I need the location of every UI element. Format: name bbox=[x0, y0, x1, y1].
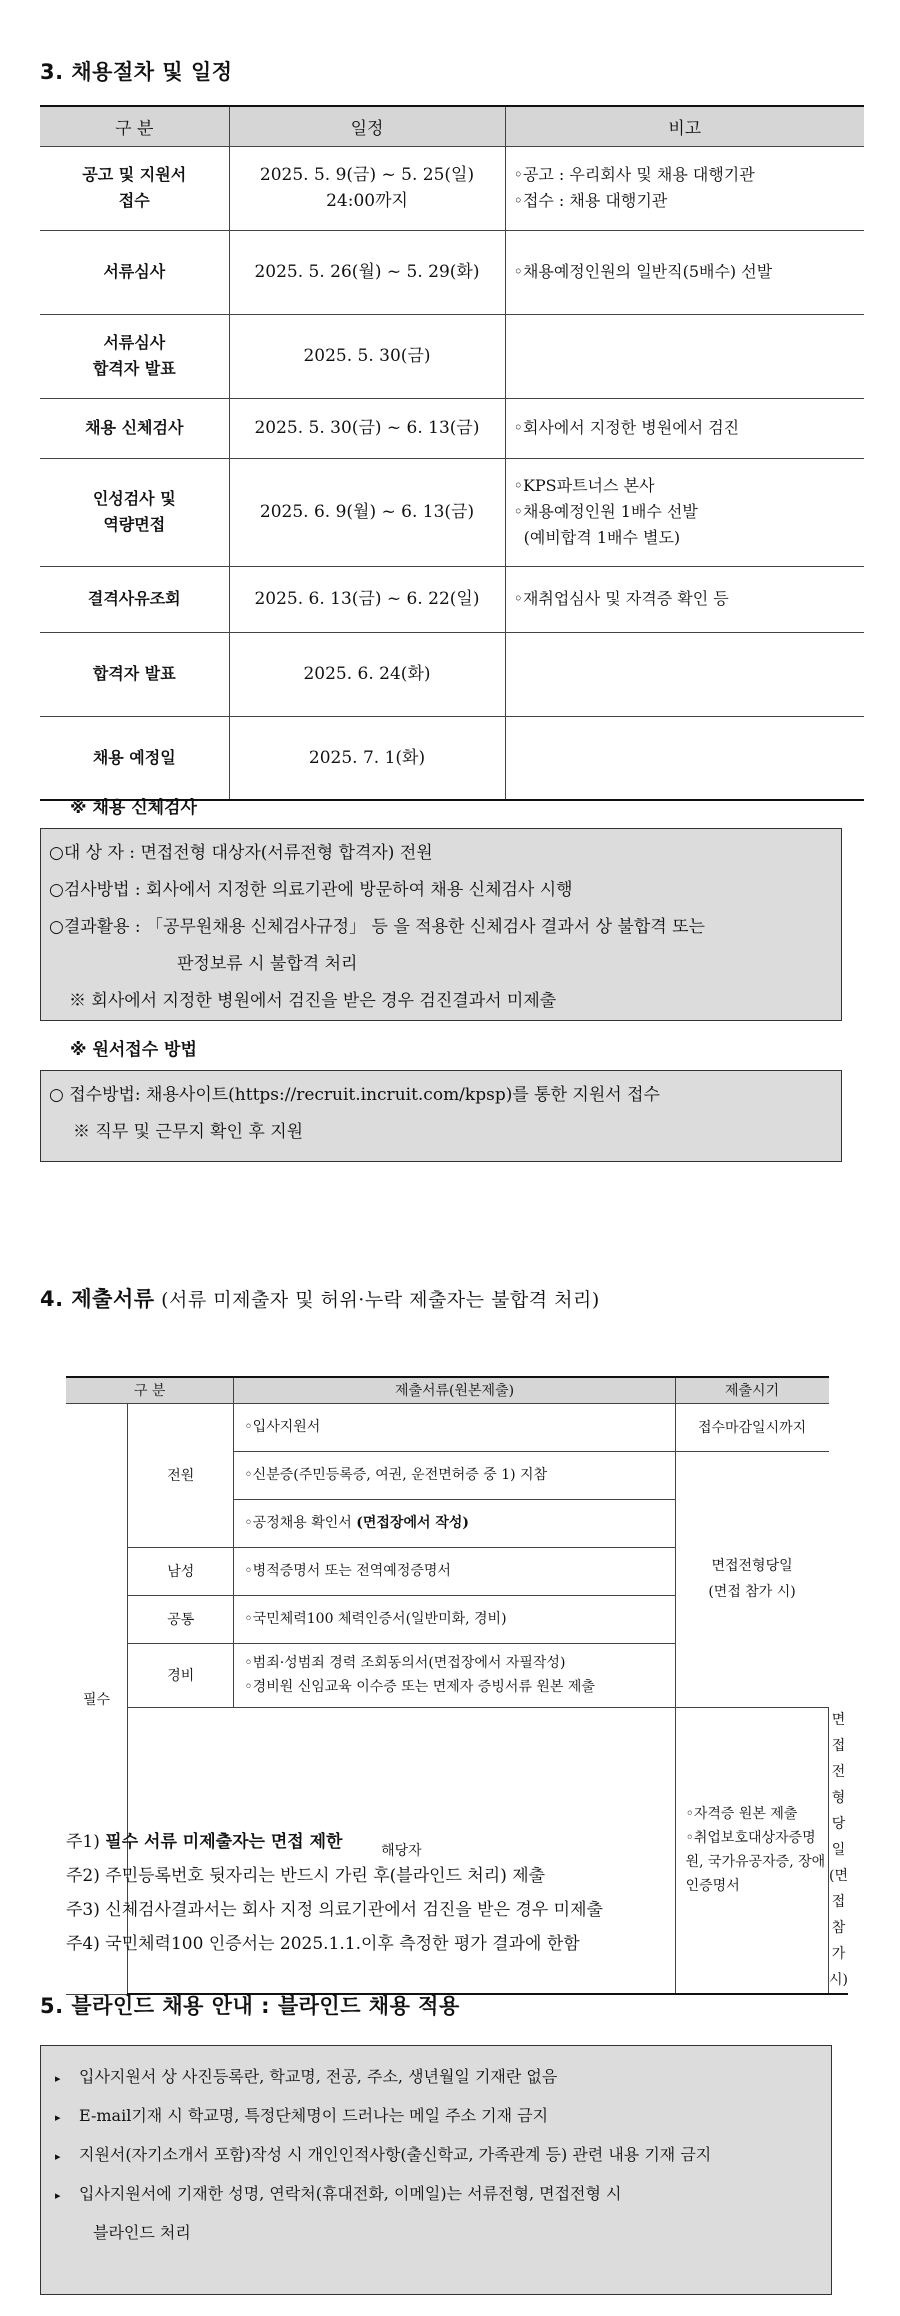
schedule-note-cell bbox=[505, 230, 864, 314]
schedule-date-cell bbox=[229, 398, 505, 458]
schedule-label-line: 공고 및 지원서 bbox=[82, 165, 187, 184]
section-5-title: 5. 블라인드 채용 안내 : 블라인드 채용 적용 bbox=[40, 1994, 460, 2018]
schedule-label-cell bbox=[40, 632, 229, 716]
schedule-note-line: ◦채용예정인원의 일반직(5배수) 선발 bbox=[513, 262, 773, 281]
bullet-icon: ▸ bbox=[55, 2150, 61, 2163]
doc-application: ◦입사지원서 bbox=[234, 1403, 675, 1451]
doc-applicable bbox=[675, 1707, 828, 1994]
schedule-row bbox=[40, 314, 864, 398]
blind-item bbox=[55, 2058, 831, 2097]
schedule-table bbox=[40, 105, 864, 801]
note-3: 주3) 신체검사결과서는 회사 지정 의료기관에서 검진을 받은 경우 미제출 bbox=[66, 1900, 603, 1920]
schedule-label-cell bbox=[40, 458, 229, 566]
blind-item-text: E-mail기재 시 학교명, 특정단체명이 드러나는 메일 주소 기재 금지 bbox=[79, 2106, 549, 2125]
doc-fitness: ◦국민체력100 체력인증서(일반미화, 경비) bbox=[234, 1595, 675, 1643]
blind-item bbox=[55, 2097, 831, 2136]
schedule-date-cell bbox=[229, 716, 505, 800]
documents-header-row bbox=[66, 1377, 848, 1403]
sub-male: 남성 bbox=[128, 1547, 234, 1595]
blind-item-text: 입사지원서 상 사진등록란, 학교명, 전공, 주소, 생년월일 기재란 없음 bbox=[79, 2067, 558, 2086]
health-check-title: ※ 채용 신체검사 bbox=[70, 798, 197, 818]
schedule-label-line: 인성검사 및 bbox=[92, 489, 176, 508]
bullet-icon: ▸ bbox=[55, 2189, 61, 2202]
application-method-box bbox=[40, 1070, 842, 1162]
schedule-label-line: 결격사유조회 bbox=[87, 589, 181, 608]
health-line-usage: ○결과활용 : 「공무원채용 신체검사규정」 등 을 적용한 신체검사 결과서 상 불합격 또는 bbox=[49, 917, 705, 937]
note-1 bbox=[66, 1825, 603, 1859]
header-category: 구 분 bbox=[40, 106, 229, 146]
schedule-note-cell bbox=[505, 458, 864, 566]
schedule-label-line: 합격자 발표 bbox=[92, 359, 176, 378]
schedule-note-line: ◦KPS파트너스 본사 bbox=[513, 476, 655, 495]
timing-interview bbox=[675, 1451, 828, 1707]
apply-line-method: ○ 접수방법: 채용사이트(https://recruit.incruit.com/kpsp)를 통한 지원서 접수 bbox=[49, 1085, 660, 1105]
schedule-label-cell bbox=[40, 314, 229, 398]
schedule-label-cell bbox=[40, 566, 229, 632]
schedule-date-cell bbox=[229, 632, 505, 716]
doc-id: ◦신분증(주민등록증, 여권, 운전면허증 중 1) 지참 bbox=[234, 1451, 675, 1499]
documents-notes bbox=[66, 1825, 603, 1961]
schedule-label-cell bbox=[40, 716, 229, 800]
doc-fairness-text: ◦공정채용 확인서 bbox=[244, 1515, 357, 1531]
section-4-subtitle: (서류 미제출자 및 허위·누락 제출자는 불합격 처리) bbox=[154, 1289, 600, 1311]
bullet-icon: ▸ bbox=[55, 2072, 61, 2085]
schedule-row bbox=[40, 716, 864, 800]
schedule-date-line: 2025. 5. 30(금) ~ 6. 13(금) bbox=[254, 418, 480, 438]
schedule-note-cell bbox=[505, 398, 864, 458]
schedule-label-line: 채용 신체검사 bbox=[85, 418, 184, 437]
doc-military: ◦병적증명서 또는 전역예정증명서 bbox=[234, 1547, 675, 1595]
timing-interview-cond-2: (면접 참가 시) bbox=[829, 1868, 848, 1988]
doc-guard bbox=[234, 1643, 675, 1707]
blind-item-text: 지원서(자기소개서 포함)작성 시 개인인적사항(출신학교, 가족관계 등) 관련 내용 기재 금지 bbox=[79, 2145, 712, 2164]
schedule-row bbox=[40, 146, 864, 230]
header-remark: 비고 bbox=[505, 106, 864, 146]
timing-interview-cond: (면접 참가 시) bbox=[708, 1584, 796, 1600]
application-method-title: ※ 원서접수 방법 bbox=[70, 1040, 197, 1060]
schedule-label-cell bbox=[40, 398, 229, 458]
header-date: 일정 bbox=[229, 106, 505, 146]
note-1-text: 필수 서류 미제출자는 면접 제한 bbox=[105, 1832, 343, 1852]
header-category: 구 분 bbox=[66, 1377, 234, 1403]
note-1-prefix: 주1) bbox=[66, 1832, 106, 1852]
timing-interview-2 bbox=[829, 1707, 849, 1994]
section-4-title bbox=[40, 1283, 600, 1313]
doc-preference: ◦취업보호대상자증명원, 국가유공자증, 장애인증명서 bbox=[685, 1830, 826, 1895]
section-3-title: 3. 채용절차 및 일정 bbox=[40, 60, 233, 84]
schedule-label-line: 서류심사 bbox=[103, 333, 166, 352]
schedule-row bbox=[40, 230, 864, 314]
timing-interview-day: 면접전형당일 bbox=[711, 1558, 793, 1574]
schedule-note-line: (예비합격 1배수 별도) bbox=[513, 528, 681, 547]
blind-item bbox=[55, 2175, 831, 2214]
doc-criminal-check: ◦범죄·성범죄 경력 조회동의서(면접장에서 자필작성) bbox=[244, 1655, 566, 1671]
schedule-note-cell bbox=[505, 716, 864, 800]
note-4: 주4) 국민체력100 인증서는 2025.1.1.이후 측정한 평가 결과에 한함 bbox=[66, 1934, 580, 1954]
schedule-date-line: 2025. 5. 26(월) ~ 5. 29(화) bbox=[254, 262, 480, 282]
schedule-header-row bbox=[40, 106, 864, 146]
bullet-icon: ▸ bbox=[55, 2111, 61, 2124]
schedule-date-cell bbox=[229, 230, 505, 314]
schedule-date-line: 2025. 5. 30(금) bbox=[303, 346, 431, 366]
doc-guard-training: ◦경비원 신임교육 이수증 또는 면제자 증빙서류 원본 제출 bbox=[244, 1679, 595, 1695]
group-required: 필수 bbox=[66, 1403, 128, 1994]
schedule-date-cell bbox=[229, 314, 505, 398]
schedule-date-line: 2025. 6. 13(금) ~ 6. 22(일) bbox=[254, 589, 480, 609]
schedule-date-line: 2025. 5. 9(금) ~ 5. 25(일) bbox=[259, 165, 475, 185]
schedule-note-line: ◦접수 : 채용 대행기관 bbox=[513, 191, 668, 210]
schedule-label-line: 서류심사 bbox=[103, 262, 166, 281]
apply-line-note: ※ 직무 및 근무지 확인 후 지원 bbox=[73, 1122, 304, 1142]
blind-item-text: 입사지원서에 기재한 성명, 연락처(휴대전화, 이메일)는 서류전형, 면접전형 시 bbox=[79, 2184, 622, 2203]
health-line-target: ○대 상 자 : 면접전형 대상자(서류전형 합격자) 전원 bbox=[49, 843, 433, 863]
doc-fairness-emph: (면접장에서 작성) bbox=[356, 1515, 470, 1531]
sub-all: 전원 bbox=[128, 1403, 234, 1547]
timing-deadline: 접수마감일시까지 bbox=[675, 1403, 828, 1451]
schedule-note-line: ◦재취업심사 및 자격증 확인 등 bbox=[513, 589, 729, 608]
blind-item bbox=[55, 2136, 831, 2175]
schedule-label-line: 역량면접 bbox=[103, 515, 166, 534]
schedule-label-line: 합격자 발표 bbox=[92, 664, 176, 683]
schedule-date-line: 2025. 7. 1(화) bbox=[308, 747, 426, 768]
schedule-label-cell bbox=[40, 230, 229, 314]
schedule-note-cell bbox=[505, 146, 864, 230]
schedule-row bbox=[40, 398, 864, 458]
schedule-note-line: ◦회사에서 지정한 병원에서 검진 bbox=[513, 418, 740, 437]
timing-interview-day-2: 면접전형당일 bbox=[831, 1712, 846, 1858]
doc-certificate: ◦자격증 원본 제출 bbox=[685, 1806, 798, 1823]
note-2: 주2) 주민등록번호 뒷자리는 반드시 가린 후(블라인드 처리) 제출 bbox=[66, 1866, 546, 1886]
doc-fairness bbox=[234, 1499, 675, 1547]
header-documents: 제출서류(원본제출) bbox=[234, 1377, 675, 1403]
health-check-box bbox=[40, 828, 842, 1021]
section-4-title-main: 4. 제출서류 bbox=[40, 1287, 155, 1311]
health-line-usage-cont: 판정보류 시 불합격 처리 bbox=[177, 954, 358, 974]
health-line-method: ○검사방법 : 회사에서 지정한 의료기관에 방문하여 채용 신체검사 시행 bbox=[49, 880, 573, 900]
schedule-row bbox=[40, 566, 864, 632]
schedule-label-line: 채용 예정일 bbox=[92, 747, 176, 767]
schedule-date-line: 24:00까지 bbox=[326, 191, 408, 211]
schedule-date-line: 2025. 6. 24(화) bbox=[303, 664, 431, 684]
schedule-note-line: ◦채용예정인원 1배수 선발 bbox=[513, 502, 698, 521]
health-line-note: ※ 회사에서 지정한 병원에서 검진을 받은 경우 검진결과서 미제출 bbox=[69, 991, 557, 1011]
blind-hiring-box bbox=[40, 2045, 832, 2295]
schedule-date-cell bbox=[229, 458, 505, 566]
blind-item-continuation: 블라인드 처리 bbox=[93, 2223, 191, 2242]
schedule-date-line: 2025. 6. 9(월) ~ 6. 13(금) bbox=[259, 502, 475, 522]
schedule-label-cell bbox=[40, 146, 229, 230]
header-timing: 제출시기 bbox=[675, 1377, 828, 1403]
schedule-row bbox=[40, 632, 864, 716]
schedule-note-cell bbox=[505, 314, 864, 398]
sub-guard: 경비 bbox=[128, 1643, 234, 1707]
schedule-label-line: 접수 bbox=[118, 191, 150, 210]
schedule-date-cell bbox=[229, 566, 505, 632]
group-applicable: 해당자 bbox=[128, 1707, 676, 1994]
schedule-row bbox=[40, 458, 864, 566]
sub-common: 공통 bbox=[128, 1595, 234, 1643]
schedule-note-line: ◦공고 : 우리회사 및 채용 대행기관 bbox=[513, 165, 755, 184]
schedule-note-cell bbox=[505, 566, 864, 632]
schedule-note-cell bbox=[505, 632, 864, 716]
schedule-date-cell bbox=[229, 146, 505, 230]
